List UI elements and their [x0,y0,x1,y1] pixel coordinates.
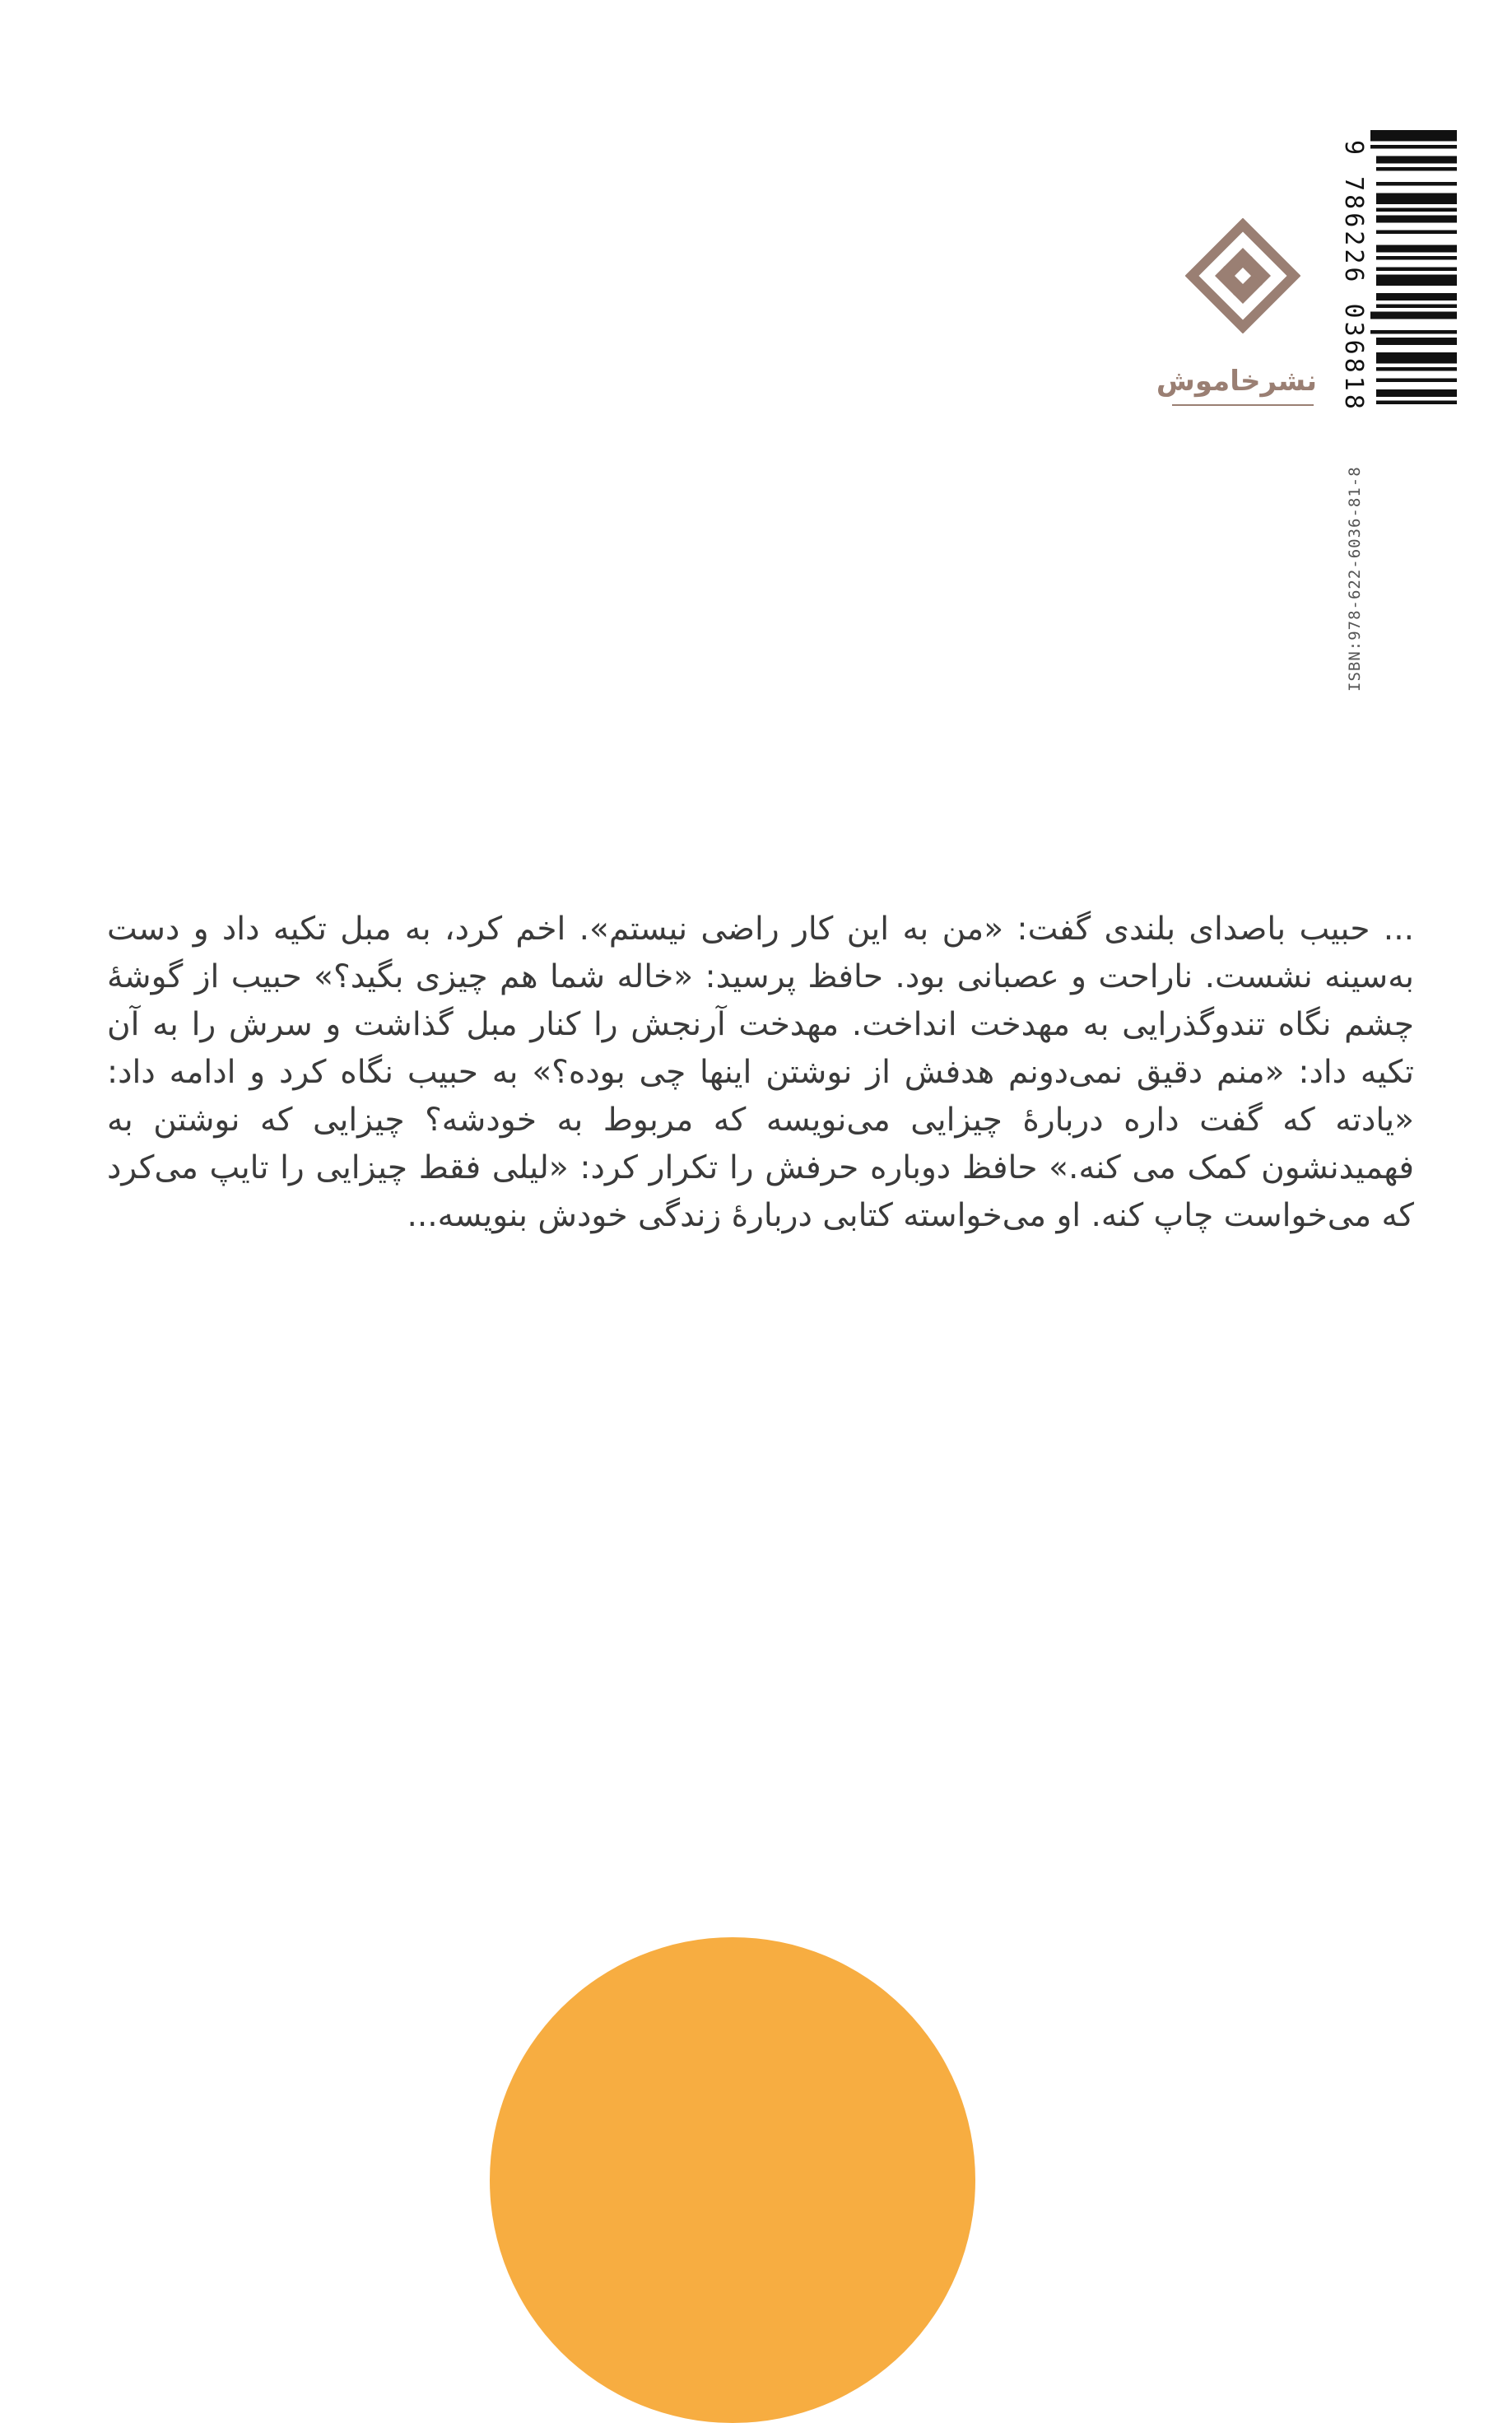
barcode-bar [1376,182,1457,186]
barcode-bar [1376,256,1457,260]
barcode-bar [1376,268,1457,272]
publisher-underline [1172,404,1314,406]
barcode-bar [1376,338,1457,345]
barcode-bar [1376,305,1457,309]
barcode-bar [1376,389,1457,397]
barcode-bar [1370,145,1457,149]
barcode-bars [1370,123,1457,412]
barcode-bar [1376,275,1457,287]
barcode-bar [1376,401,1457,405]
barcode-bar [1376,216,1457,223]
barcode-bar [1376,245,1457,253]
barcode-bar [1376,193,1457,205]
barcode [1333,123,1457,412]
barcode-bar [1376,379,1457,383]
barcode-bar [1376,208,1457,212]
barcode-bar [1376,156,1457,164]
barcode-bar [1376,167,1457,171]
barcode-bar [1376,231,1457,235]
barcode-bar [1370,330,1457,334]
decorative-circle [490,1937,975,2423]
barcode-bar [1376,293,1457,301]
publisher-name: نشرخاموش [1156,365,1317,398]
barcode-bar [1376,352,1457,364]
publisher-emblem-icon [1185,218,1300,333]
isbn-label [1340,412,1370,692]
barcode-digits: 9 786226 036818 [1339,140,1368,412]
isbn-text: ISBN:978-622-6036-81-8 [1346,466,1364,692]
back-cover-blurb: ... حبیب باصدای بلندی گفت: «من به این کار راضی نیستم». اخم کرد، به مبل تکیه داد و دست به‌سینه نشست. ناراحت و عصبانی بود. حافظ پرسید: «خاله شما هم چیزی بگید؟» حبیب از گوشهٔ چشم نگاه تندوگذرایی به مهدخت انداخت. مهدخت آرنجش را کنار مبل گذاشت و سرش را به آن تکیه داد: «منم دقیق نمی‌دونم هدفش از نوشتن اینها چی بوده؟» به حبیب نگاه کرد و ادامه داد: «یادته که گفت داره دربارهٔ چیزایی می‌نویسه که مربوط به خودشه؟ چیزایی که نوشتن به فهمیدنشون کمک می کنه.» حافظ دوباره حرفش را تکرار کرد: «لیلی فقط چیزایی را تایپ می‌کرد که می‌خواست چاپ کنه. او می‌خواسته کتابی دربارهٔ زندگی خودش بنویسه... [107,911,1414,1234]
publisher-logo [1156,218,1317,408]
barcode-bar [1370,312,1457,319]
barcode-bar [1370,130,1457,142]
barcode-bar [1376,367,1457,371]
